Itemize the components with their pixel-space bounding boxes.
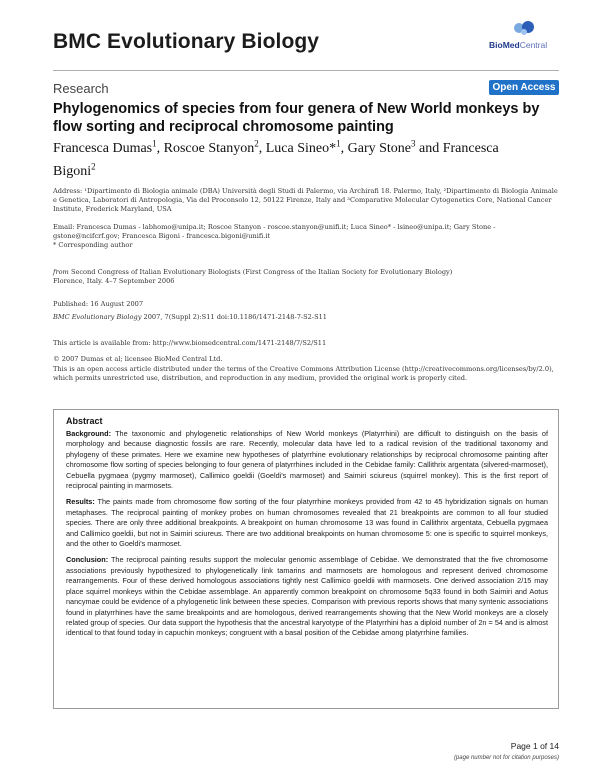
conference-line: from Second Congress of Italian Evolutionary Biologists (First Congress of the Italian Society for Evolutionary Biology) <box>53 268 453 276</box>
biomed-logo-icon <box>511 18 537 38</box>
header-divider <box>53 70 559 71</box>
article-type: Research <box>53 81 109 96</box>
availability-line[interactable]: This article is available from: http://www.biomedcentral.com/1471-2148/7/S2/S11 <box>53 339 327 347</box>
page-number: Page 1 of 14 <box>510 741 559 751</box>
license-text: This is an open access article distributed under the terms of the Creative Commons Attribution License (http://creativecommons.org/licenses/by/2.0), which permits unrestricted use, distribution, and reproduction in any medium, provided the original work is properly cited. <box>53 365 554 383</box>
logo-wordmark: BioMedCentral <box>489 40 548 50</box>
abstract-background: Background: The taxonomic and phylogenetic relationships of New World monkeys (Platyrrhini) are difficult to distinguish on the basis of morphology and because diagnostic fossils are rare. Recently, molecular data have led to a radical revision of the traditional taxonomy and phylogeny of these primates. Here we examine new hypotheses of platyrrhine evolutionary relationships by reciprocal chromosome painting after chromosome flow sorting of species belonging to four genera of platyrrhines included in the Cebidae family: Callithrix argentata (silvered-marmoset), Cebuella pygmaea (pygmy marmoset), Callimico goeldii (Goeldi's marmoset) and Saimiri sciureus (squirrel monkey). This is the first report of reciprocal painting in marmosets. <box>66 429 548 491</box>
author: Luca Sineo*$^1$, <box>265 138 348 156</box>
abstract-conclusion: Conclusion: The reciprocal painting results support the molecular genomic assemblage of Cebidae. We demonstrated that the five chromosome associations previously hypothesized to phylogenetically link tamarins and marmosets are homologous and represent derived chromosome rearrangements. Four of these derived homologous associations tightly nest Callimico goeldii with marmosets. One derived association 2/15 may place squirrel monkeys within the Cebidae assemblage. An apparently common breakpoint on chromosome 5q33 found in both Saimiri and Aotus nancymae could be evidence of a phylogenetic link between these species. Comparison with previous reports shows that many syntenic associations found in platyrrhines have the same breakpoints and are homologous, derived rearrangements showing that the New World monkeys are a closely related group of species. Our data support the hypothesis that the ancestral karyotype of the Platyrrhini has a diploid number of 2n = 54 and is almost identical to that found today in capuchin monkeys; congruent with a basal position of the Cebidae among platyrrhine families. <box>66 555 548 638</box>
email-block: Email: Francesca Dumas - labhomo@unipa.it; Roscoe Stanyon - roscoe.stanyon@unifi.it; Luca Sineo* - lsineo@unipa.it; Gary Stone - gstone@ncifcrf.gov; Francesca Bigoni - francesca.bigoni@unifi.it <box>53 223 496 241</box>
author: Gary Stone$^3$ and <box>347 138 443 156</box>
open-access-badge[interactable]: Open Access <box>489 80 559 95</box>
published-date: Published: 16 August 2007 <box>53 300 144 308</box>
biomed-central-logo[interactable] <box>489 18 559 54</box>
citation: BMC Evolutionary Biology 2007, 7(Suppl 2):S11 doi:10.1186/1471-2148-7-S2-S11 <box>53 313 327 321</box>
journal-title: BMC Evolutionary Biology <box>53 30 320 53</box>
page-number-note: (page number not for citation purposes) <box>453 755 559 761</box>
corresponding-note: * Corresponding author <box>53 241 133 249</box>
abstract-box <box>53 409 559 709</box>
abstract-heading: Abstract <box>66 416 103 426</box>
article-title: Phylogenomics of species from four genera of New World monkeys by flow sorting and reciprocal chromosome painting <box>53 101 540 135</box>
author-list <box>53 134 523 181</box>
copyright-line: © 2007 Dumas et al; licensee BioMed Central Ltd. <box>53 355 223 363</box>
author: Francesca Bigoni$^2$ <box>53 140 499 180</box>
address-block: Address: ¹Dipartimento di Biologia animale (DBA) Università degli Studi di Palermo, via Archirafi 18. Palermo, Italy, ²Dipartimento di Biologia Animale e Genetica, Laboratori di Antropologia, Via del Proconsolo 12, 50122 Firenze, Italy and ³Comparative Molecular Cytogenetics Core, National Cancer Institute, Frederick Maryland, USA <box>53 187 558 214</box>
conference-place: Florence, Italy. 4–7 September 2006 <box>53 277 175 285</box>
author: Francesca Dumas$^1$, <box>53 138 164 156</box>
abstract-results: Results: The paints made from chromosome flow sorting of the four platyrrhine monkeys provided from 42 to 45 hybridization signals on human metaphases. The reciprocal painting of monkey probes on human chromosomes revealed that 21 breakpoints are common to all four studied species. There are only three additional breakpoints. A breakpoint on human chromosome 13 was found in Callithrix argentata, Cebuella pygmaea and Callimico goeldii, but not in Saimiri sciureus. There are two additional breakpoints on human chromosome 5: one is specific to squirrel monkeys, and the other to Goeldi's marmoset. <box>66 497 548 549</box>
author: Roscoe Stanyon$^2$, <box>163 138 266 156</box>
